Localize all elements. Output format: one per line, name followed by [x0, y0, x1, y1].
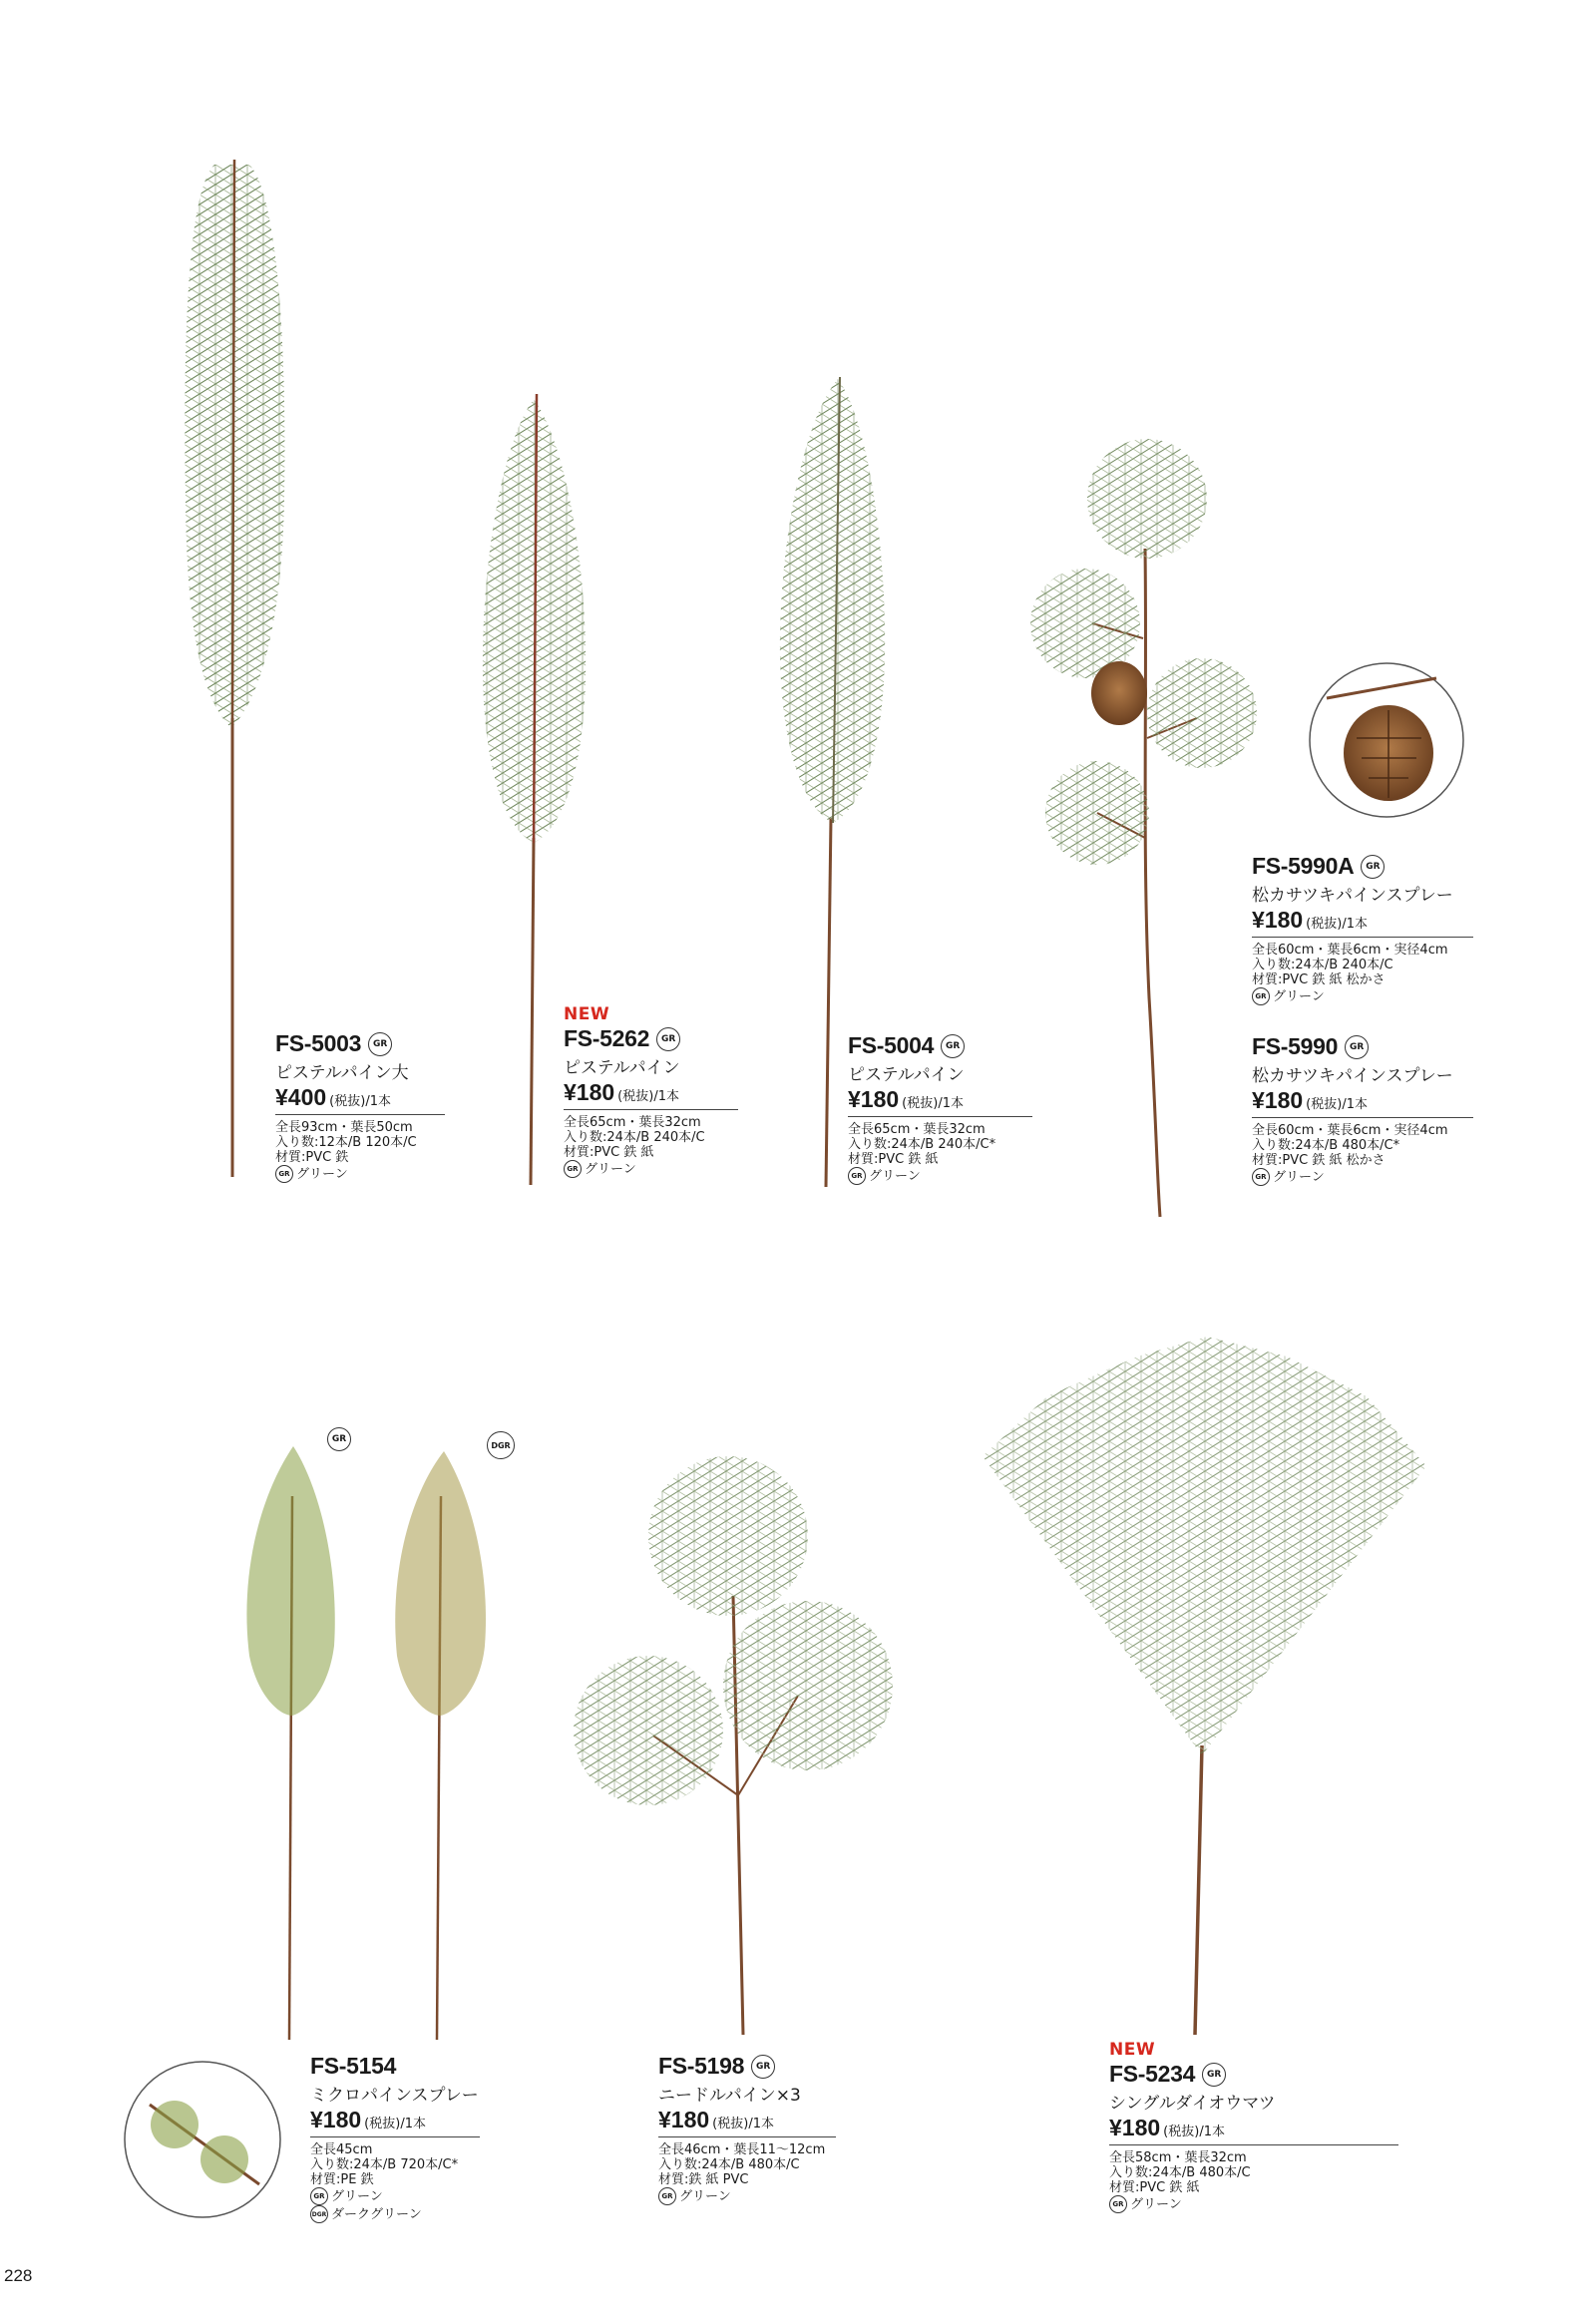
product-code: FS-5990A [1252, 853, 1355, 879]
gr-variant-badge: GR [327, 1427, 351, 1451]
product-price: ¥180 [1252, 1087, 1304, 1113]
product-code: FS-5004 [848, 1032, 935, 1058]
product-code: FS-5198 [658, 2053, 745, 2079]
price-note: (税抜)/1本 [902, 1096, 964, 1111]
price-note: (税抜)/1本 [712, 2117, 774, 2131]
product-fs5990a [1252, 853, 1473, 1005]
product-fs5990 [1252, 1033, 1473, 1186]
fs5198-image [574, 1456, 893, 2035]
color-line: GR グリーン [1252, 987, 1473, 1005]
product-specs: 全長93cm・葉長50cm 入り数:12本/B 120本/C 材質:PVC 鉄 GR グリーン [275, 1120, 445, 1183]
fs5154-dgr-image [395, 1451, 486, 2040]
fs5990-image [1030, 439, 1257, 1217]
color-badge: GR [1202, 2063, 1226, 2087]
product-code: FS-5003 [275, 1030, 362, 1056]
fs5003-image [185, 160, 284, 1177]
product-specs: 全長60cm・葉長6cm・実径4cm 入り数:24本/B 480本/C* 材質:PVC 鉄 紙 松かさ GR グリーン [1252, 1123, 1473, 1186]
fs5154-gr-image [246, 1446, 334, 2040]
product-name: ミクロパインスプレー [310, 2086, 479, 2106]
product-code: FS-5154 [310, 2053, 397, 2079]
color-badge: GR [368, 1032, 392, 1056]
color-line: GR グリーン [564, 1160, 738, 1178]
color-badge: GR [751, 2055, 775, 2079]
product-price: ¥180 [848, 1086, 900, 1112]
price-note: (税抜)/1本 [1163, 2125, 1225, 2139]
color-line: GR グリーン [1109, 2195, 1398, 2213]
product-specs: 全長60cm・葉長6cm・実径4cm 入り数:24本/B 240本/C 材質:PVC 鉄 紙 松かさ GR グリーン [1252, 943, 1473, 1005]
color-line: GR グリーン [310, 2187, 480, 2205]
new-badge: NEW [564, 1004, 610, 1024]
product-price: ¥180 [310, 2107, 362, 2132]
product-specs: 全長45cm 入り数:24本/B 720本/C* 材質:PE 鉄 GR グリーン DGR ダークグリーン [310, 2142, 480, 2223]
product-fs5003 [275, 1030, 445, 1183]
product-code: FS-5234 [1109, 2061, 1196, 2087]
product-specs: 全長65cm・葉長32cm 入り数:24本/B 240本/C* 材質:PVC 鉄 紙 GR グリーン [848, 1122, 1032, 1185]
price-note: (税抜)/1本 [1306, 1097, 1368, 1112]
color-line: GR グリーン [275, 1165, 445, 1183]
color-badge: GR [656, 1027, 680, 1051]
product-name: シングルダイオウマツ [1109, 2094, 1276, 2114]
dgr-variant-badge: DGR [487, 1431, 515, 1459]
product-price: ¥180 [564, 1079, 615, 1105]
price-note: (税抜)/1本 [617, 1089, 679, 1104]
pinecone-inset [1310, 663, 1463, 817]
product-fs5198 [658, 2053, 836, 2205]
product-code: FS-5990 [1252, 1033, 1339, 1059]
new-badge: NEW [1109, 2040, 1156, 2060]
color-line: DGR ダークグリーン [311, 2206, 422, 2222]
color-line: GR グリーン [658, 2187, 836, 2205]
product-price: ¥180 [658, 2107, 710, 2132]
product-specs: 全長58cm・葉長32cm 入り数:24本/B 480本/C 材質:PVC 鉄 紙 GR グリーン [1109, 2150, 1398, 2213]
page-number: 228 [4, 2266, 33, 2285]
color-badge: GR [1345, 1035, 1369, 1059]
product-name: ピステルパイン [564, 1058, 680, 1078]
product-specs: 全長65cm・葉長32cm 入り数:24本/B 240本/C 材質:PVC 鉄 紙 GR グリーン [564, 1115, 738, 1178]
product-price: ¥180 [1109, 2115, 1161, 2140]
product-name: ニードルパイン×3 [658, 2086, 801, 2106]
product-name: 松カサツキパインスプレー [1252, 1066, 1453, 1086]
product-fs5262 [564, 1004, 738, 1178]
fs5234-image [983, 1337, 1426, 2035]
product-code: FS-5262 [564, 1025, 650, 1051]
product-fs5234 [1109, 2040, 1398, 2213]
micro-pine-inset [125, 2062, 280, 2217]
product-name: 松カサツキパインスプレー [1252, 886, 1453, 906]
product-fs5154 [310, 2053, 480, 2223]
color-badge: GR [1361, 855, 1385, 879]
product-price: ¥400 [275, 1084, 327, 1110]
product-name: ピステルパイン大 [275, 1063, 409, 1083]
color-badge: GR [941, 1034, 965, 1058]
product-name: ピステルパイン [848, 1065, 965, 1085]
price-note: (税抜)/1本 [1306, 917, 1368, 932]
color-line: GR グリーン [1252, 1168, 1473, 1186]
price-note: (税抜)/1本 [364, 2117, 426, 2131]
price-note: (税抜)/1本 [329, 1094, 391, 1109]
product-price: ¥180 [1252, 907, 1304, 933]
product-specs: 全長46cm・葉長11～12cm 入り数:24本/B 480本/C 材質:鉄 紙 PVC GR グリーン [658, 2142, 836, 2205]
color-line: GR グリーン [848, 1167, 1032, 1185]
product-fs5004 [848, 1032, 1032, 1185]
